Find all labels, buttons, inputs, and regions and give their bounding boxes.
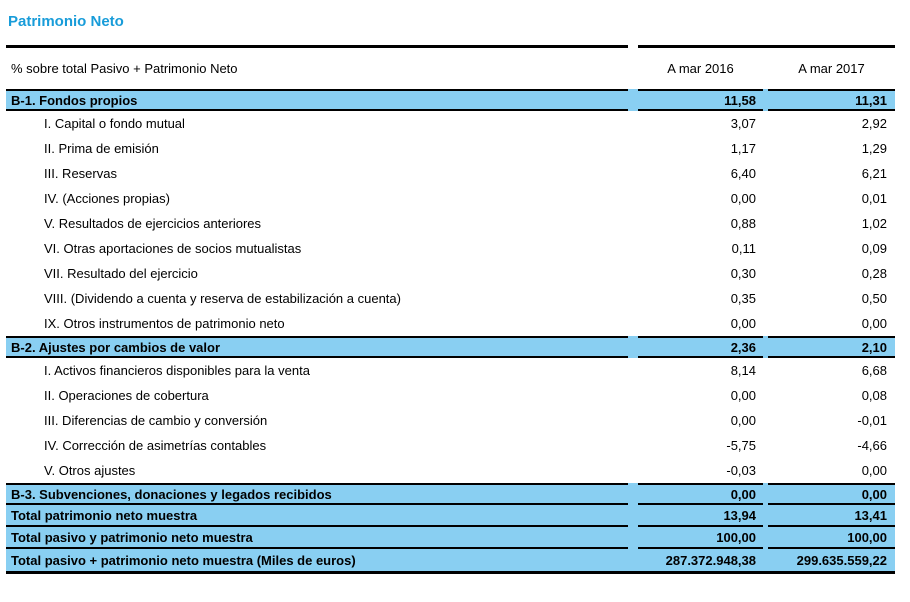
value-2016: -5,75 bbox=[726, 438, 756, 453]
table-row bbox=[6, 111, 895, 136]
column-gap bbox=[628, 261, 638, 286]
row-label: V. Otros ajustes bbox=[44, 463, 136, 478]
table-row bbox=[6, 549, 895, 571]
value-2017: 2,10 bbox=[768, 336, 895, 358]
value-2016: 100,00 bbox=[638, 527, 763, 549]
value-2016: 0,00 bbox=[730, 413, 756, 428]
table-row bbox=[6, 161, 895, 186]
value-2016: 6,40 bbox=[730, 166, 756, 181]
value-2017: 299.635.559,22 bbox=[768, 549, 895, 571]
column-gap bbox=[628, 458, 638, 483]
row-label: IV. (Acciones propias) bbox=[44, 191, 170, 206]
value-2017: 1,29 bbox=[861, 141, 887, 156]
column-gap bbox=[628, 483, 638, 505]
row-label: VI. Otras aportaciones de socios mutualistas bbox=[44, 241, 302, 256]
table-header-row bbox=[6, 48, 895, 89]
column-gap bbox=[628, 433, 638, 458]
column-gap bbox=[628, 358, 638, 383]
value-2017: 6,21 bbox=[861, 166, 887, 181]
value-2016: 11,58 bbox=[638, 89, 763, 111]
row-label: III. Reservas bbox=[44, 166, 117, 181]
value-2017: -4,66 bbox=[857, 438, 887, 453]
value-2016: 2,36 bbox=[638, 336, 763, 358]
column-gap bbox=[628, 136, 638, 161]
value-2017: 0,00 bbox=[861, 316, 887, 331]
header-measure-label: % sobre total Pasivo + Patrimonio Neto bbox=[11, 61, 238, 76]
column-gap bbox=[628, 89, 638, 111]
value-2016: 1,17 bbox=[730, 141, 756, 156]
value-2017: 2,92 bbox=[861, 116, 887, 131]
value-2016: 0,30 bbox=[730, 266, 756, 281]
row-label: B-1. Fondos propios bbox=[6, 89, 628, 111]
value-2017: 1,02 bbox=[861, 216, 887, 231]
column-gap bbox=[628, 336, 638, 358]
table-row bbox=[6, 358, 895, 383]
column-gap bbox=[628, 408, 638, 433]
value-2017: 100,00 bbox=[768, 527, 895, 549]
value-2016: 287.372.948,38 bbox=[638, 549, 763, 571]
patrimonio-neto-table bbox=[6, 45, 895, 574]
table-row bbox=[6, 186, 895, 211]
header-col-2016: A mar 2016 bbox=[667, 61, 734, 76]
value-2017: -0,01 bbox=[857, 413, 887, 428]
table-row bbox=[6, 261, 895, 286]
value-2016: 3,07 bbox=[730, 116, 756, 131]
value-2017: 0,08 bbox=[861, 388, 887, 403]
table-row bbox=[6, 408, 895, 433]
column-gap bbox=[628, 111, 638, 136]
value-2017: 0,01 bbox=[861, 191, 887, 206]
table-row bbox=[6, 236, 895, 261]
column-gap bbox=[628, 549, 638, 571]
value-2017: 0,09 bbox=[861, 241, 887, 256]
table-row bbox=[6, 286, 895, 311]
value-2016: 8,14 bbox=[730, 363, 756, 378]
row-label: VII. Resultado del ejercicio bbox=[44, 266, 198, 281]
table-row bbox=[6, 211, 895, 236]
row-label: II. Prima de emisión bbox=[44, 141, 159, 156]
table-row bbox=[6, 89, 895, 111]
column-gap bbox=[628, 161, 638, 186]
column-gap bbox=[628, 211, 638, 236]
value-2017: 11,31 bbox=[768, 89, 895, 111]
value-2016: 0,00 bbox=[638, 483, 763, 505]
row-label: IV. Corrección de asimetrías contables bbox=[44, 438, 267, 453]
table-row bbox=[6, 336, 895, 358]
row-label: B-2. Ajustes por cambios de valor bbox=[6, 336, 628, 358]
table-body bbox=[6, 89, 895, 571]
row-label: V. Resultados de ejercicios anteriores bbox=[44, 216, 262, 231]
value-2016: 0,00 bbox=[730, 191, 756, 206]
row-label: II. Operaciones de cobertura bbox=[44, 388, 209, 403]
value-2016: 0,88 bbox=[730, 216, 756, 231]
value-2016: -0,03 bbox=[726, 463, 756, 478]
value-2017: 0,00 bbox=[768, 483, 895, 505]
column-gap bbox=[628, 286, 638, 311]
table-row bbox=[6, 433, 895, 458]
row-label: B-3. Subvenciones, donaciones y legados recibidos bbox=[6, 483, 628, 505]
value-2016: 0,00 bbox=[730, 316, 756, 331]
value-2017: 6,68 bbox=[861, 363, 887, 378]
table-row bbox=[6, 311, 895, 336]
value-2017: 0,00 bbox=[861, 463, 887, 478]
value-2017: 0,50 bbox=[861, 291, 887, 306]
row-label: Total pasivo y patrimonio neto muestra bbox=[6, 527, 628, 549]
column-gap bbox=[628, 505, 638, 527]
table-row bbox=[6, 458, 895, 483]
column-gap bbox=[628, 311, 638, 336]
table-row bbox=[6, 483, 895, 505]
value-2016: 0,11 bbox=[731, 241, 756, 256]
page-title: Patrimonio Neto bbox=[8, 13, 124, 30]
value-2016: 0,00 bbox=[730, 388, 756, 403]
row-label: Total pasivo + patrimonio neto muestra (Miles de euros) bbox=[6, 549, 628, 571]
row-label: I. Activos financieros disponibles para la venta bbox=[44, 363, 310, 378]
table-row bbox=[6, 527, 895, 549]
row-label: I. Capital o fondo mutual bbox=[44, 116, 185, 131]
row-label: IX. Otros instrumentos de patrimonio neto bbox=[44, 316, 285, 331]
value-2016: 13,94 bbox=[638, 505, 763, 527]
table-bottom-rule bbox=[6, 571, 895, 574]
table-row bbox=[6, 383, 895, 408]
column-gap bbox=[628, 383, 638, 408]
value-2017: 0,28 bbox=[861, 266, 887, 281]
value-2016: 0,35 bbox=[730, 291, 756, 306]
column-gap bbox=[628, 48, 638, 89]
column-gap bbox=[628, 236, 638, 261]
column-gap bbox=[628, 186, 638, 211]
value-2017: 13,41 bbox=[768, 505, 895, 527]
row-label: VIII. (Dividendo a cuenta y reserva de estabilización a cuenta) bbox=[44, 291, 401, 306]
row-label: III. Diferencias de cambio y conversión bbox=[44, 413, 268, 428]
row-label: Total patrimonio neto muestra bbox=[6, 505, 628, 527]
table-row bbox=[6, 136, 895, 161]
header-col-2017: A mar 2017 bbox=[798, 61, 865, 76]
table-row bbox=[6, 505, 895, 527]
column-gap bbox=[628, 527, 638, 549]
